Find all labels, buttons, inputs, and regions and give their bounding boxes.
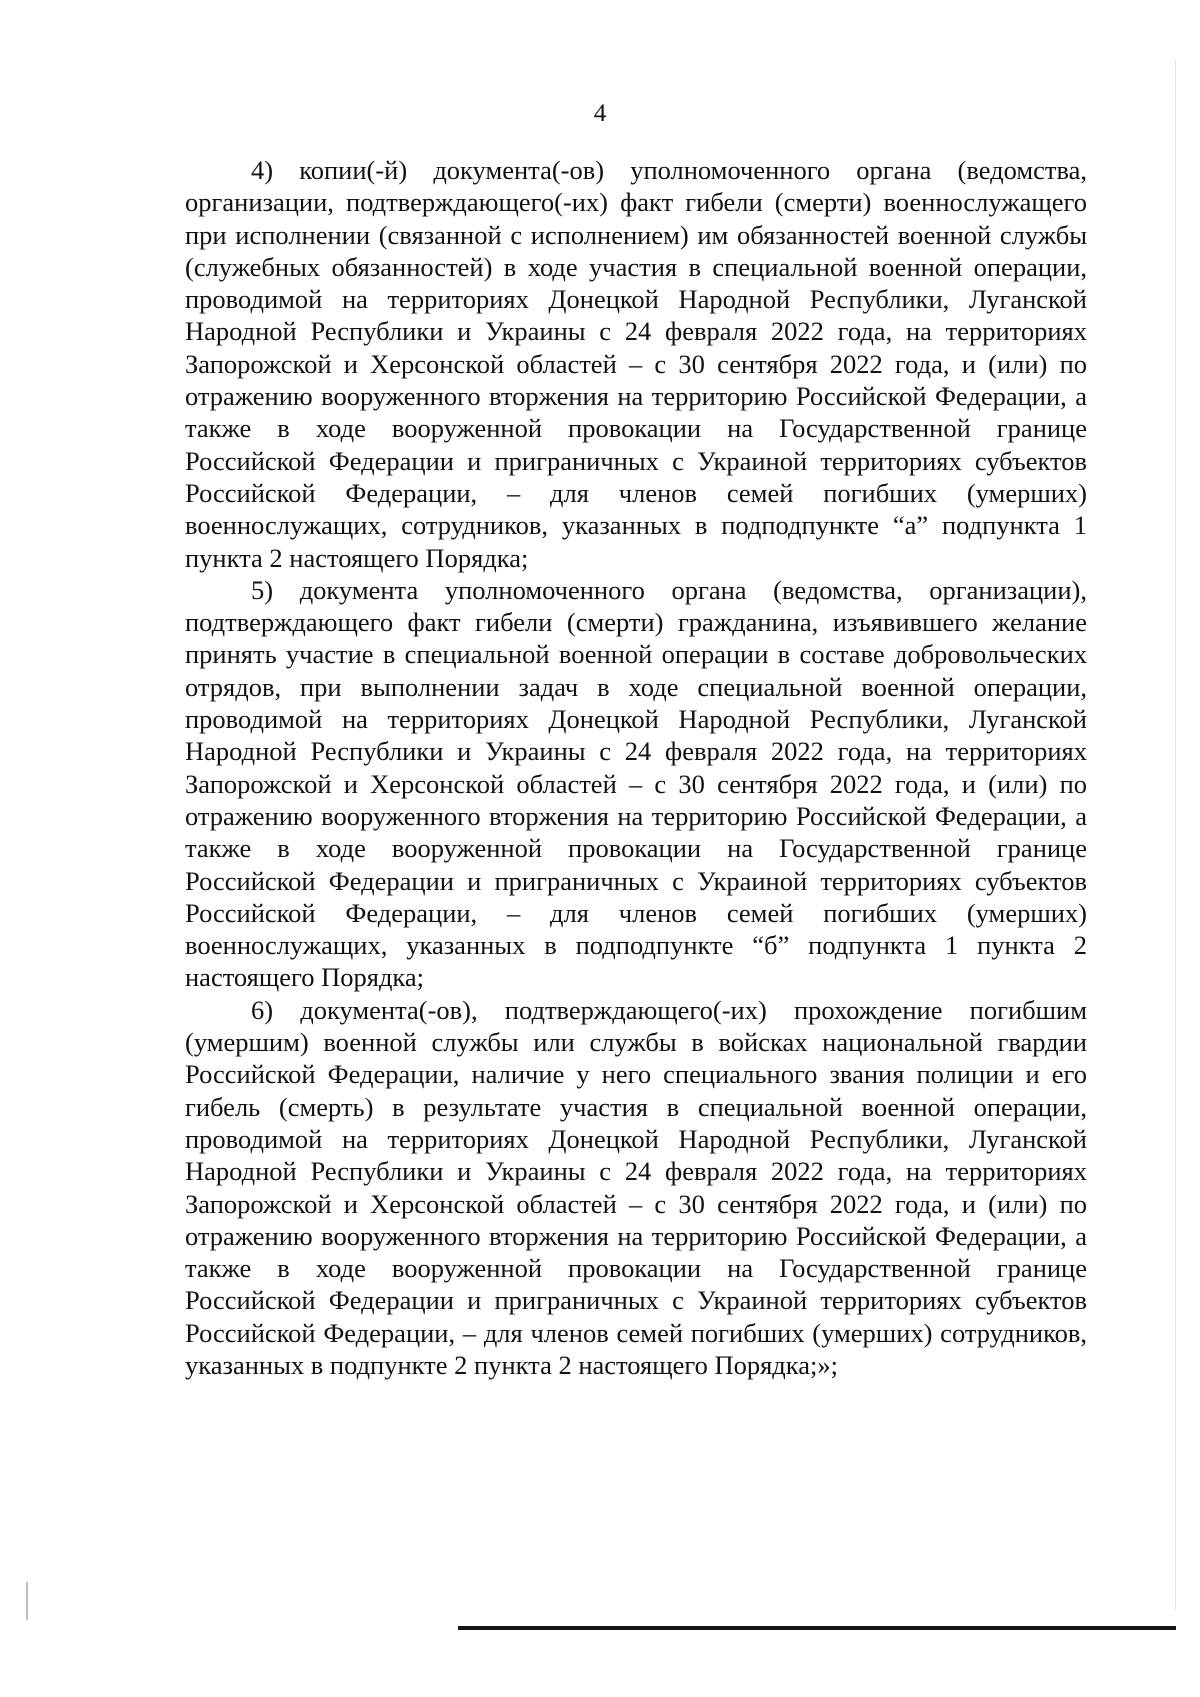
page-number: 4 bbox=[593, 100, 607, 127]
scan-edge-line bbox=[1175, 60, 1176, 1610]
bottom-rule bbox=[458, 1626, 1176, 1630]
scan-edge-mark bbox=[26, 1582, 28, 1620]
paragraph-item-4: 4) копии(-й) документа(-ов) уполномоченного органа (ведомства, организации, подтверждающего(-их) факт гибели (смерти) военнослужащего при исполнении (связанной с исполнением) им обязанностей военной службы (служебных обязанностей) в ходе участия в специальной военной операции, проводимой на территориях Донецкой Народной Республики, Луганской Народной Республики и Украины с 24 февраля 2022 года, на территориях Запорожской и Херсонской областей – с 30 сентября 2022 года, и (или) по отражению вооруженного вторжения на территорию Российской Федерации, а также в ходе вооруженной провокации на Государственной границе Российской Федерации и приграничных с Украиной территориях субъектов Российской Федерации, – для членов семей погибших (умерших) военнослужащих, сотрудников, указанных в подподпункте “а” подпункта 1 пункта 2 настоящего Порядка; bbox=[185, 155, 1087, 573]
paragraph-item-5: 5) документа уполномоченного органа (ведомства, организации), подтверждающего факт гибели (смерти) гражданина, изъявившего желание принять участие в специальной военной операции в составе добровольческих отрядов, при выполнении задач в ходе специальной военной операции, проводимой на территориях Донецкой Народной Республики, Луганской Народной Республики и Украины с 24 февраля 2022 года, на территориях Запорожской и Херсонской областей – с 30 сентября 2022 года, и (или) по отражению вооруженного вторжения на территорию Российской Федерации, а также в ходе вооруженной провокации на Государственной границе Российской Федерации и приграничных с Украиной территориях субъектов Российской Федерации, – для членов семей погибших (умерших) военнослужащих, указанных в подподпункте “б” подпункта 1 пункта 2 настоящего Порядка; bbox=[185, 574, 1087, 993]
document-body bbox=[185, 154, 1087, 1381]
paragraph-item-6: 6) документа(-ов), подтверждающего(-их) прохождение погибшим (умершим) военной службы или службы в войсках национальной гвардии Российской Федерации, наличие у него специального звания полиции и его гибель (смерть) в результате участия в специальной военной операции, проводимой на территориях Донецкой Народной Республики, Луганской Народной Республики и Украины с 24 февраля 2022 года, на территориях Запорожской и Херсонской областей – с 30 сентября 2022 года, и (или) по отражению вооруженного вторжения на территорию Российской Федерации, а также в ходе вооруженной провокации на Государственной границе Российской Федерации и приграничных с Украиной территориях субъектов Российской Федерации, – для членов семей погибших (умерших) сотрудников, указанных в подпункте 2 пункта 2 настоящего Порядка;»; bbox=[185, 994, 1087, 1380]
